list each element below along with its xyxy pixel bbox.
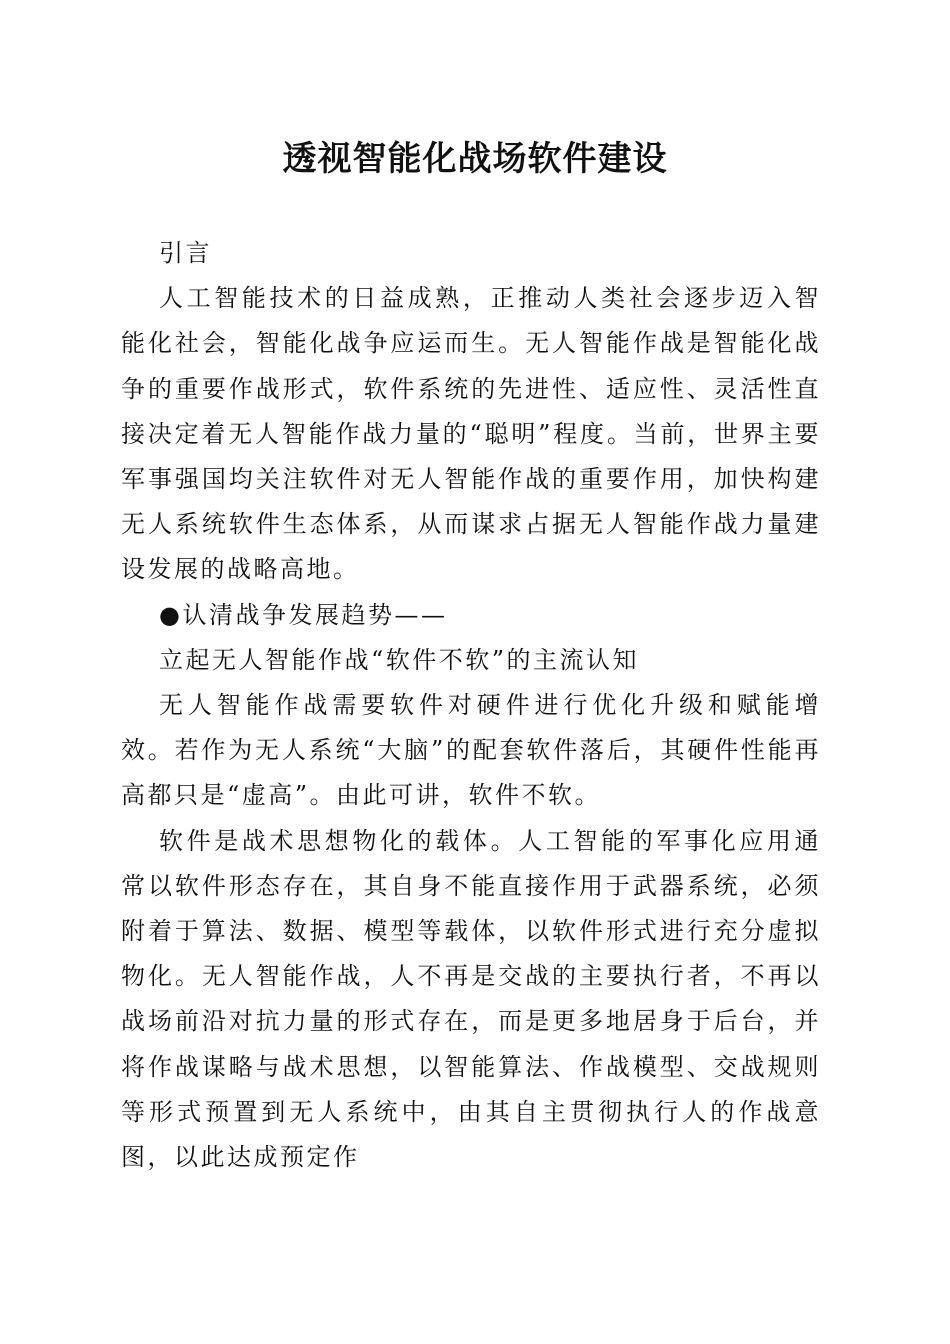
document-body	[121, 231, 821, 1180]
section-subheading: 立起无人智能作战“软件不软”的主流认知	[159, 645, 640, 674]
paragraph: 软件是战术思想物化的载体。人工智能的军事化应用通常以软件形态存在，其自身不能直接作用于武器系统，必须附着于算法、数据、模型等载体，以软件形式进行充分虚拟物化。无人智能作战，人不再是交战的主要执行者，不再以战场前沿对抗力量的形式存在，而是更多地居身于后台，并将作战谋略与战术思想，以智能算法、作战模型、交战规则等形式预置到无人系统中，由其自主贯彻执行人的作战意图，以此达成预定作	[121, 826, 821, 1172]
paragraph: 无人智能作战需要软件对硬件进行优化升级和赋能增效。若作为无人系统“大脑”的配套软件落后，其硬件性能再高都只是“虚高”。由此可讲，软件不软。	[121, 691, 821, 810]
document-title: 透视智能化战场软件建设	[282, 139, 668, 179]
section-heading: ●认清战争发展趋势——	[159, 600, 448, 629]
section-heading-intro: 引言	[159, 239, 212, 267]
paragraph: 人工智能技术的日益成熟，正推动人类社会逐步迈入智能化社会，智能化战争应运而生。无人智能作战是智能化战争的重要作战形式，软件系统的先进性、适应性、灵活性直接决定着无人智能作战力量的“聪明”程度。当前，世界主要军事强国均关注软件对无人智能作战的重要作用，加快构建无人系统软件生态体系，从而谋求占据无人智能作战力量建设发展的战略高地。	[121, 284, 821, 584]
